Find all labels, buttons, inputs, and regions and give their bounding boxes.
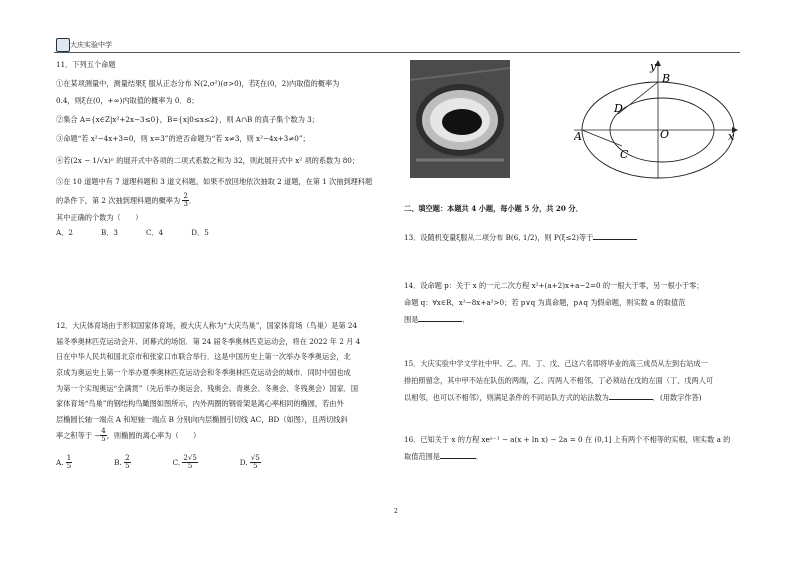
q16-line-2: 取值范围是 — [404, 451, 440, 461]
q11-statement-1a: ①在某项测量中，测量结果ξ 服从正态分布 N(2,σ²)(σ>0)，若ξ在(0，2)内取值的概率为 — [56, 78, 340, 88]
question-13 — [404, 232, 740, 243]
question-12 — [56, 318, 392, 444]
q15-line-3: 以相邻，也可以不相邻），则满足条件的不同站队方式的站法数为 — [404, 392, 609, 402]
label-c: C — [620, 148, 629, 161]
stadium-aerial-photo — [410, 60, 510, 178]
label-x: x — [728, 130, 735, 143]
q13-answer-blank[interactable] — [593, 232, 637, 240]
school-name: 大庆实验中学 — [70, 41, 112, 49]
q16-line-1: 16．已知关于 x 的方程 xeˣ⁻¹ − a(x + ln x) − 2a = 0 在 (0,1] 上有两个不相等的实根，则实数 a 的 — [404, 435, 731, 444]
q11-title: 11．下列五个命题 — [56, 60, 116, 69]
q11-option-c[interactable]: C．4 — [146, 228, 164, 238]
q12-line-3: 日在中华人民共和国北京市和张家口市联合举行．这是中国历史上第一次举办冬季奥运会，北 — [56, 352, 351, 362]
page-number: 2 — [394, 508, 398, 515]
section-2-title: 二、填空题：本题共 4 小题，每小题 5 分，共 20 分． — [404, 204, 583, 213]
q12-option-b[interactable]: B. $\frac{2}{5}$ — [114, 454, 130, 471]
q12-line-4: 京成为奥运史上第一个举办夏季奥林匹克运动会和冬季奥林匹克运动会的城市．同时中国也成 — [56, 368, 351, 378]
label-d: D — [614, 102, 623, 115]
q12-slope-fraction: $\frac{4}{5}$ — [101, 426, 106, 444]
q15-answer-blank[interactable] — [609, 392, 653, 400]
q11-statement-4: ④若(2x − 1/√x)ⁿ 的展开式中各项的二项式系数之和为 32，则此展开式中 x² 项的系数为 80； — [56, 155, 360, 165]
label-y: y — [650, 60, 657, 73]
q14-line-2: 命题 q：∀x∈R，x²−8x+a²>0；若 p∨q 为真命题，p∧q 为假命题，则实数 a 的取值范 — [404, 297, 686, 307]
q11-statement-1b: 0.4，则ξ在(0，+∞)内取值的概率为 0．8； — [56, 96, 199, 106]
question-15: 15．大庆实验中学文学社中甲、乙、丙、丁、戊、己这六名即将毕业的高三成员从左到右站成一 排拍照留念，其中甲不站在队伍的两端，乙、丙两人不相邻，丁必须站在戊的左面（丁、戊两人可 以相邻，也可以不相邻），则满足条件的不同站队方式的站法数为 ．(用数字作答) — [404, 356, 740, 407]
q15-line-1: 15．大庆实验中学文学社中甲、乙、丙、丁、戊、己这六名即将毕业的高三成员从左到右站成一 — [404, 359, 708, 368]
q12-option-c[interactable]: C. $\frac{2√5}{5}$ — [172, 454, 197, 471]
q11-statement-3: ③命题“若 x²−4x+3=0，则 x=3”的逆否命题为“若 x≠3，则 x²−4x+3≠0”； — [56, 133, 310, 143]
label-o: O — [660, 128, 670, 141]
q12-option-a[interactable]: A. $\frac{1}{5}$ — [56, 454, 72, 471]
school-logo-icon — [56, 38, 70, 52]
q14-line-1: 14．设命题 p：关于 x 的一元二次方程 x²+(a+2)x+a−2=0 的一根大于零，另一根小于零； — [404, 281, 704, 290]
q16-answer-blank[interactable] — [440, 451, 476, 459]
question-11 — [56, 60, 392, 238]
ellipse-diagram — [574, 58, 740, 180]
q12-options — [56, 455, 392, 471]
q11-prompt: 其中正确的个数为（ ） — [56, 212, 143, 222]
question-14: 14．设命题 p：关于 x 的一元二次方程 x²+(a+2)x+a−2=0 的一根大于零，另一根小于零； 命题 q：∀x∈R，x²−8x+a²>0；若 p∨q 为真命题，p∧q 为假命题，则实数 a 的取值范 围是 ． — [404, 278, 740, 329]
q12-line-7: 层椭圆长轴一端点 A 和短轴一端点 B 分别向内层椭圆引切线 AC，BD（如图），且两切线斜 — [56, 415, 348, 425]
label-a: A — [574, 130, 582, 143]
q12-line-8: 率之积等于 − $\frac{4}{5}$ ，则椭圆的离心率为（ ） — [56, 426, 201, 444]
q12-option-d[interactable]: D. $\frac{√5}{5}$ — [239, 454, 260, 471]
q11-statement-2: ②集合 A={x∈Z|x²+2x−3≤0}，B={x|0≤x≤2}，则 A∩B 的真子集个数为 3； — [56, 115, 319, 125]
q12-line-2: 届冬季奥林匹克运动会开、闭幕式的场馆．第 24 届冬季奥林匹克运动会，将在 2022 年 2 月 4 — [56, 336, 361, 346]
q11-fraction: $\frac{2}{3}$ — [183, 192, 188, 209]
q11-statement-5b: 的条件下，第 2 次抽到理科题的概率为 — [56, 195, 181, 205]
q11-statement-5a: ⑤在 10 道题中有 7 道理科题和 3 道文科题，如果不放回地依次抽取 2 道题，在第 1 次抽到理科题 — [56, 177, 373, 187]
q11-options — [56, 228, 392, 238]
q12-line-6: 家体育场“鸟巢”的钢结构鸟瞰图如图所示，内外两圈的钢骨架是离心率相同的椭圆，若由外 — [56, 399, 344, 409]
q14-line-3: 围是 — [404, 314, 419, 324]
q11-option-d[interactable]: D．5 — [191, 228, 209, 238]
header-divider — [54, 52, 740, 53]
fill-in-section — [404, 204, 740, 214]
q11-statement-5b-line: 的条件下，第 2 次抽到理科题的概率为 $\frac{2}{3}$ ． — [56, 192, 197, 209]
q11-option-b[interactable]: B．3 — [100, 228, 118, 238]
q14-answer-blank[interactable] — [418, 314, 462, 322]
q11-option-a[interactable]: A．2 — [56, 228, 73, 238]
label-b: B — [662, 72, 671, 85]
q13-text: 13．设随机变量ξ服从二项分布 B(6, 1/2)，则 P(ξ≤2)等于 — [404, 233, 594, 242]
question-16: 16．已知关于 x 的方程 xeˣ⁻¹ − a(x + ln x) − 2a = 0 在 (0,1] 上有两个不相等的实根，则实数 a 的 取值范围是 ． — [404, 432, 740, 466]
q12-line-1: 12．大庆体育场由于形似国家体育场，被大庆人称为“大庆鸟巢”，国家体育场（鸟巢）是第 24 — [56, 321, 358, 330]
q15-line-2: 排拍照留念，其中甲不站在队伍的两端，乙、丙两人不相邻，丁必须站在戊的左面（丁、戊两人可 — [404, 375, 714, 385]
q12-line-5: 为第一个实现奥运“全满贯”（先后举办奥运会、残奥会、青奥会、冬奥会、冬残奥会）国家．国 — [56, 383, 359, 393]
